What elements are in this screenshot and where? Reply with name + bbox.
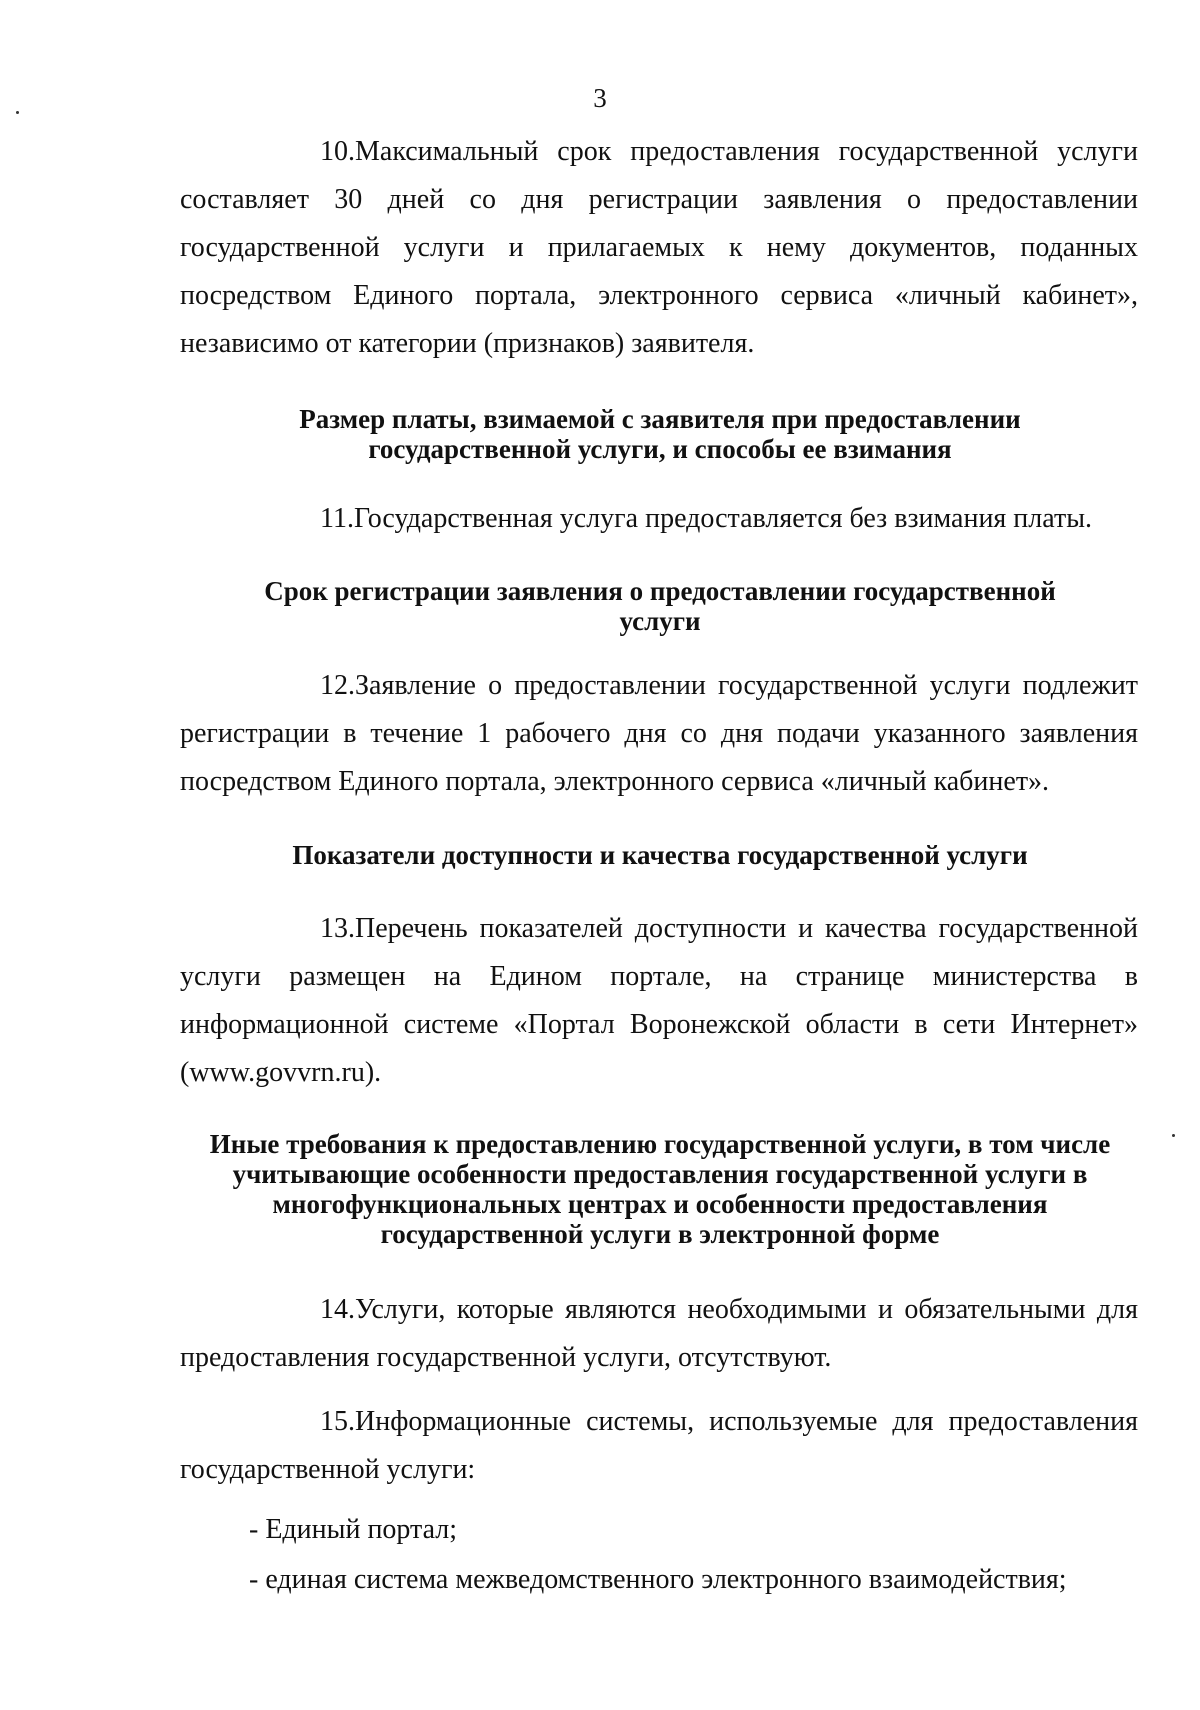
heading-line: учитывающие особенности предоставления государственной услуги в (232, 1159, 1088, 1189)
page-number: 3 (593, 83, 607, 113)
paragraph-14 (180, 1286, 1138, 1382)
paragraph-text: Информационные системы, используемые для предоставления государственной услуги: (180, 1406, 1138, 1485)
paragraph-number: 10. (320, 136, 355, 167)
heading-line: многофункциональных центрах и особенности предоставления (272, 1189, 1048, 1219)
paragraph-text: Максимальный срок предоставления государственной услуги составляет 30 дней со дня регистрации заявления о предоставлении государственной услуги и прилагаемых к нему документов, поданных посредством Единого портала, электронного сервиса «личный кабинет», независимо от категории (признаков) заявителя. (180, 136, 1138, 359)
paragraph-number: 15. (320, 1406, 355, 1437)
paragraph-number: 11. (320, 503, 354, 534)
heading-line: Срок регистрации заявления о предоставлении государственной (264, 576, 1056, 606)
paragraph-text: Перечень показателей доступности и качества государственной услуги размещен на Едином портале, на странице министерства в информационной системе «Портал Воронежской области в сети Интернет» (www.govvrn.ru). (180, 913, 1138, 1088)
heading-line: государственной услуги, и способы ее взимания (368, 434, 952, 464)
heading-line: Размер платы, взимаемой с заявителя при предоставлении (299, 404, 1021, 434)
heading-line: Показатели доступности и качества государственной услуги (292, 840, 1028, 870)
paragraph-15 (180, 1398, 1138, 1494)
paragraph-11 (180, 495, 1138, 543)
list-item: - единая система межведомственного электронного взаимодействия; (249, 1564, 1067, 1595)
scan-speck (1172, 1134, 1175, 1137)
paragraph-number: 13. (320, 913, 355, 944)
paragraph-number: 14. (320, 1294, 355, 1325)
paragraph-text: Заявление о предоставлении государственной услуги подлежит регистрации в течение 1 рабочего дня со дня подачи указанного заявления посредством Единого портала, электронного сервиса «личный кабинет». (180, 670, 1138, 797)
paragraph-number: 12. (320, 670, 355, 701)
paragraph-13 (180, 905, 1138, 1097)
paragraph-text: Государственная услуга предоставляется без взимания платы. (353, 503, 1093, 534)
heading-line: государственной услуги в электронной форме (380, 1219, 940, 1249)
paragraph-12 (180, 662, 1138, 806)
paragraph-text: Услуги, которые являются необходимыми и обязательными для предоставления государственной услуги, отсутствуют. (180, 1294, 1138, 1373)
section-heading-fee (160, 404, 1160, 464)
section-heading-registration (160, 576, 1160, 636)
list-item: - Единый портал; (249, 1514, 458, 1545)
section-heading-quality (160, 840, 1160, 870)
heading-line: Иные требования к предоставлению государственной услуги, в том числе (209, 1129, 1111, 1159)
section-heading-other-requirements (160, 1129, 1160, 1249)
heading-line: услуги (619, 606, 701, 636)
paragraph-10 (180, 128, 1138, 368)
